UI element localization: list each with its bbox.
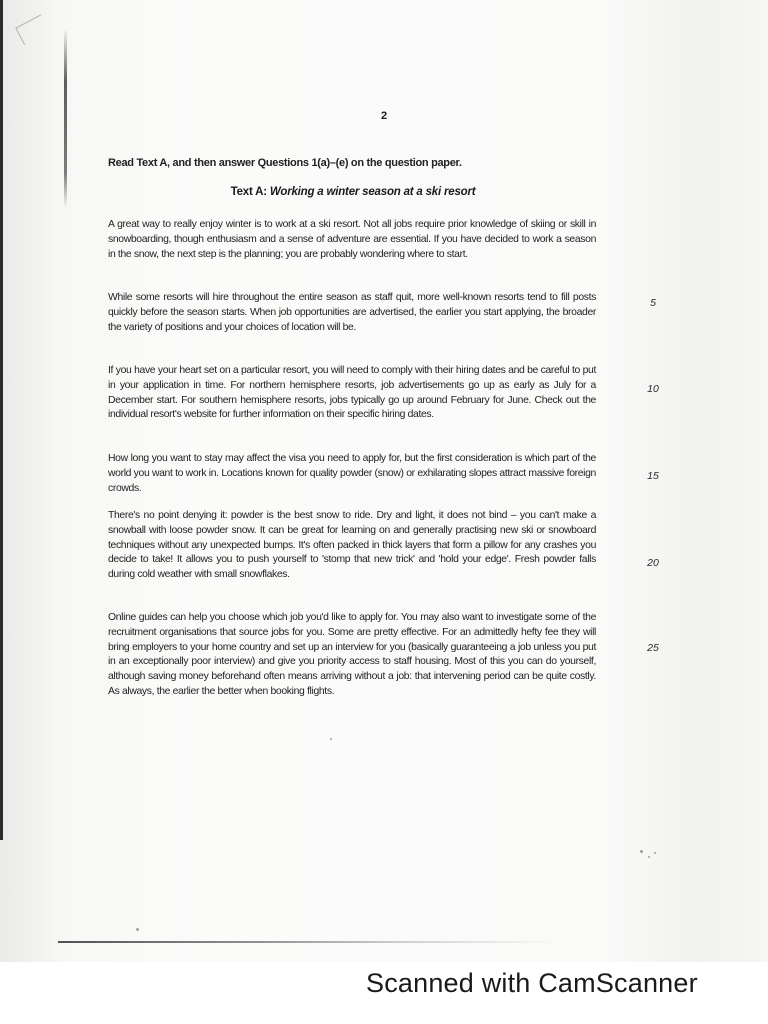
scan-speck [648, 856, 650, 858]
paragraph-6: Online guides can help you choose which job you'd like to apply for. You may also want to investigate some of the recruitment organisations that source jobs for you. Some are pretty effective. For an admittedly hefty fee they will bring employers to your home country and set up an interview for you (basically guaranteeing a job unless you put in an exceptionally poor interview) and give you priority access to staff housing. Most of this you can do yourself, although saving money beforehand often means arriving without a job: that intervening period can be quite costly. As always, the earlier the better when booking flights. [108, 612, 596, 697]
scan-speck [136, 928, 139, 931]
title-italic: Working a winter season at a ski resort [269, 186, 476, 198]
paper-fold-mark [64, 28, 67, 208]
line-number-20: 20 [647, 557, 659, 569]
scan-speck [330, 738, 332, 740]
title-prefix: Text A: [230, 186, 270, 198]
paragraph-1: A great way to really enjoy winter is to work at a ski resort. Not all jobs require prior knowledge of skiing or skill in snowboarding, though enthusiasm and a sense of adventure are essential. If you have decided to work a season in the snow, the next step is the planning; you are probably wondering where to start. [108, 219, 596, 260]
corner-crease [15, 14, 50, 44]
line-number-15: 15 [647, 470, 659, 482]
line-number-25: 25 [647, 642, 659, 654]
scan-edge-shadow [0, 0, 3, 840]
scan-speck [640, 850, 643, 853]
page-bottom-rule [58, 941, 558, 943]
page-number: 2 [380, 110, 388, 122]
paragraph-4: How long you want to stay may affect the visa you need to apply for, but the first consideration is which part of the world you want to work in. Locations known for quality powder (snow) or exhilarating slopes attract massive foreign crowds. [108, 453, 596, 494]
paragraph-5: There's no point denying it: powder is the best snow to ride. Dry and light, it does not bind – you can't make a snowball with loose powder snow. It can be great for learning on and generally practising new ski or snowboard techniques without any unexpected bumps. It's often packed in thick layers that form a pillow for any crashes you decide to take! It allows you to push yourself to 'stomp that new trick' and 'hold your edge'. Fresh powder falls during cold weather with small snowflakes. [108, 510, 596, 581]
camscanner-watermark: Scanned with CamScanner [366, 968, 698, 998]
line-number-5: 5 [650, 297, 656, 309]
paragraph-2: While some resorts will hire throughout the entire season as staff quit, more well-known resorts tend to fill posts quickly before the season starts. When job opportunities are advertised, the earlier you start applying, the broader the variety of positions and your choices of location will be. [108, 292, 596, 333]
paragraph-3: If you have your heart set on a particular resort, you will need to comply with their hiring dates and be careful to put in your application in time. For northern hemisphere resorts, job advertisements go up as early as July for a December start. For southern hemisphere resorts, jobs typically go up around February for June. Check out the individual resort's website for further information on their specific hiring dates. [108, 365, 596, 421]
text-title [108, 186, 598, 198]
scan-speck [654, 852, 656, 854]
line-number-10: 10 [647, 383, 659, 395]
instruction-text: Read Text A, and then answer Questions 1(a)–(e) on the question paper. [108, 157, 462, 169]
